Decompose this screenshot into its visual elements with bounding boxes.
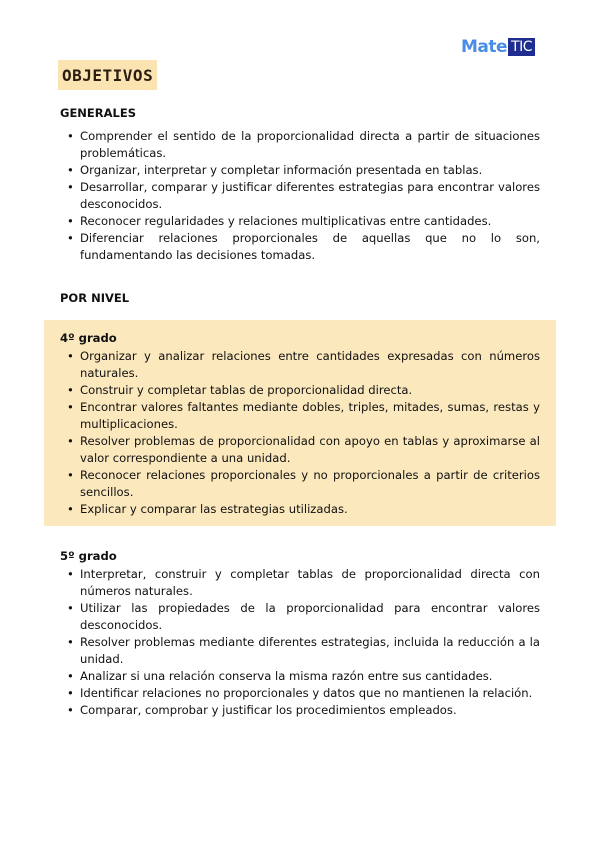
- list-item: • Encontrar valores faltantes mediante dobles, triples, mitades, sumas, restas y multiplicaciones.: [60, 399, 540, 433]
- list-item: • Analizar si una relación conserva la misma razón entre sus cantidades.: [60, 668, 540, 685]
- list-item: • Organizar y analizar relaciones entre cantidades expresadas con números naturales.: [60, 348, 540, 382]
- generales-heading: GENERALES: [60, 106, 136, 120]
- generales-list: [60, 128, 540, 264]
- list-item: • Explicar y comparar las estrategias utilizadas.: [60, 501, 540, 518]
- list-item: • Resolver problemas de proporcionalidad con apoyo en tablas y aproximarse al valor correspondiente a una unidad.: [60, 433, 540, 467]
- list-item: • Utilizar las propiedades de la proporcionalidad para encontrar valores desconocidos.: [60, 600, 540, 634]
- logo-mate-text: Mate: [461, 37, 508, 57]
- list-item: • Reconocer relaciones proporcionales y no proporcionales a partir de criterios sencillos.: [60, 467, 540, 501]
- page-title-box: [58, 60, 157, 90]
- list-item: • Reconocer regularidades y relaciones multiplicativas entre cantidades.: [60, 213, 540, 230]
- grado4-label: 4º grado: [60, 331, 117, 345]
- list-item: • Desarrollar, comparar y justificar diferentes estrategias para encontrar valores desconocidos.: [60, 179, 540, 213]
- list-item: • Identificar relaciones no proporcionales y datos que no mantienen la relación.: [60, 685, 540, 702]
- grado5-list: [60, 566, 540, 719]
- list-item: • Interpretar, construir y completar tablas de proporcionalidad directa con números naturales.: [60, 566, 540, 600]
- list-item: • Comparar, comprobar y justificar los procedimientos empleados.: [60, 702, 540, 719]
- list-item: • Construir y completar tablas de proporcionalidad directa.: [60, 382, 540, 399]
- logo-tic-text: TIC: [508, 38, 535, 56]
- list-item: • Organizar, interpretar y completar información presentada en tablas.: [60, 162, 540, 179]
- grado5-label: 5º grado: [60, 549, 117, 563]
- grado4-list: [60, 348, 540, 518]
- list-item: • Diferenciar relaciones proporcionales de aquellas que no lo son, fundamentando las decisiones tomadas.: [60, 230, 540, 264]
- list-item: • Resolver problemas mediante diferentes estrategias, incluida la reducción a la unidad.: [60, 634, 540, 668]
- matetic-logo: [461, 36, 535, 58]
- list-item: • Comprender el sentido de la proporcionalidad directa a partir de situaciones problemáticas.: [60, 128, 540, 162]
- por-nivel-heading: POR NIVEL: [60, 291, 130, 305]
- page-title: OBJETIVOS: [62, 65, 154, 85]
